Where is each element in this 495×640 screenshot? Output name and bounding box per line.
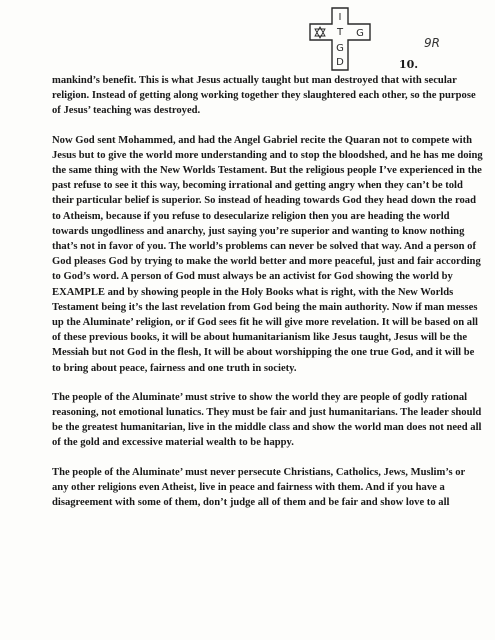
seal-letter-4: D — [336, 57, 344, 68]
handwritten-cross-seal — [300, 6, 380, 72]
cross-seal-icon — [300, 6, 380, 72]
page-number: 10. — [399, 58, 419, 71]
star-of-david-icon — [315, 27, 325, 38]
seal-letter-1: I — [338, 12, 342, 23]
paragraph-3: The people of the Aluminate’ must strive to show the world they are people of godly rational reasoning, not emotional lunatics. They must be fair and just humanitarians. The leader should be the greatest humanitarian, live in the middle class and show the world man does not need all of the gold and excessive material wealth to be happy. — [52, 391, 482, 449]
seal-letter-5: G — [356, 28, 364, 39]
seal-letter-2: T — [336, 27, 344, 38]
paragraph-1: mankind’s benefit. This is what Jesus actually taught but man destroyed that with secular religion. Instead of getting along working together they slaughtered each other, so the purpose of Jesus’ teaching was destroyed. — [52, 75, 476, 117]
seal-letter-3: G — [336, 43, 344, 54]
body-text — [52, 73, 484, 524]
handwritten-page-note: 9R — [424, 36, 440, 50]
paragraph-4: The people of the Aluminate’ must never persecute Christians, Catholics, Jews, Muslim’s or any other religions even Atheist, live in peace and fairness with them. And if you have a disagreement with some of them, don’t judge all of them and be fair and show love to all — [52, 466, 466, 509]
paragraph-2: Now God sent Mohammed, and had the Angel Gabriel recite the Quaran not to compete with Jesus but to give the world more understanding and to stop the bloodshed, and he has me doing the same thing with the New Worlds Testament. But the religious people I’ve experienced in the past refuse to see it this way, becoming irrational and getting angry when they can’t be told their particular belief is superior. So instead of heading towards God they head down the road to Atheism, because if you refuse to desecularize religion then you are heading the world towards ungodliness and anarchy, just saying you’re superior and wanting to know nothing that’s not in favor of you. The world’s problems can never be solved that way. And a person of God pleases God by trying to make the world better and more peaceful, just and fair according to God’s word. A person of God must always be an activist for God showing the world by EXAMPLE and by showing people in the Holy Books what is right, with the New Worlds Testament being it’s the last revelation from God being the main authority. Now if man messes up the Aluminate’ religion, or if God sees fit he will give more revelation. It will be based on all of these previous books, it will be about humanitarianism like Jesus taught, Jesus will be the Messiah but not God in the flesh, It will be about worshipping the one true God, and it will be to bring about peace, fairness and one truth in society. — [52, 134, 483, 374]
